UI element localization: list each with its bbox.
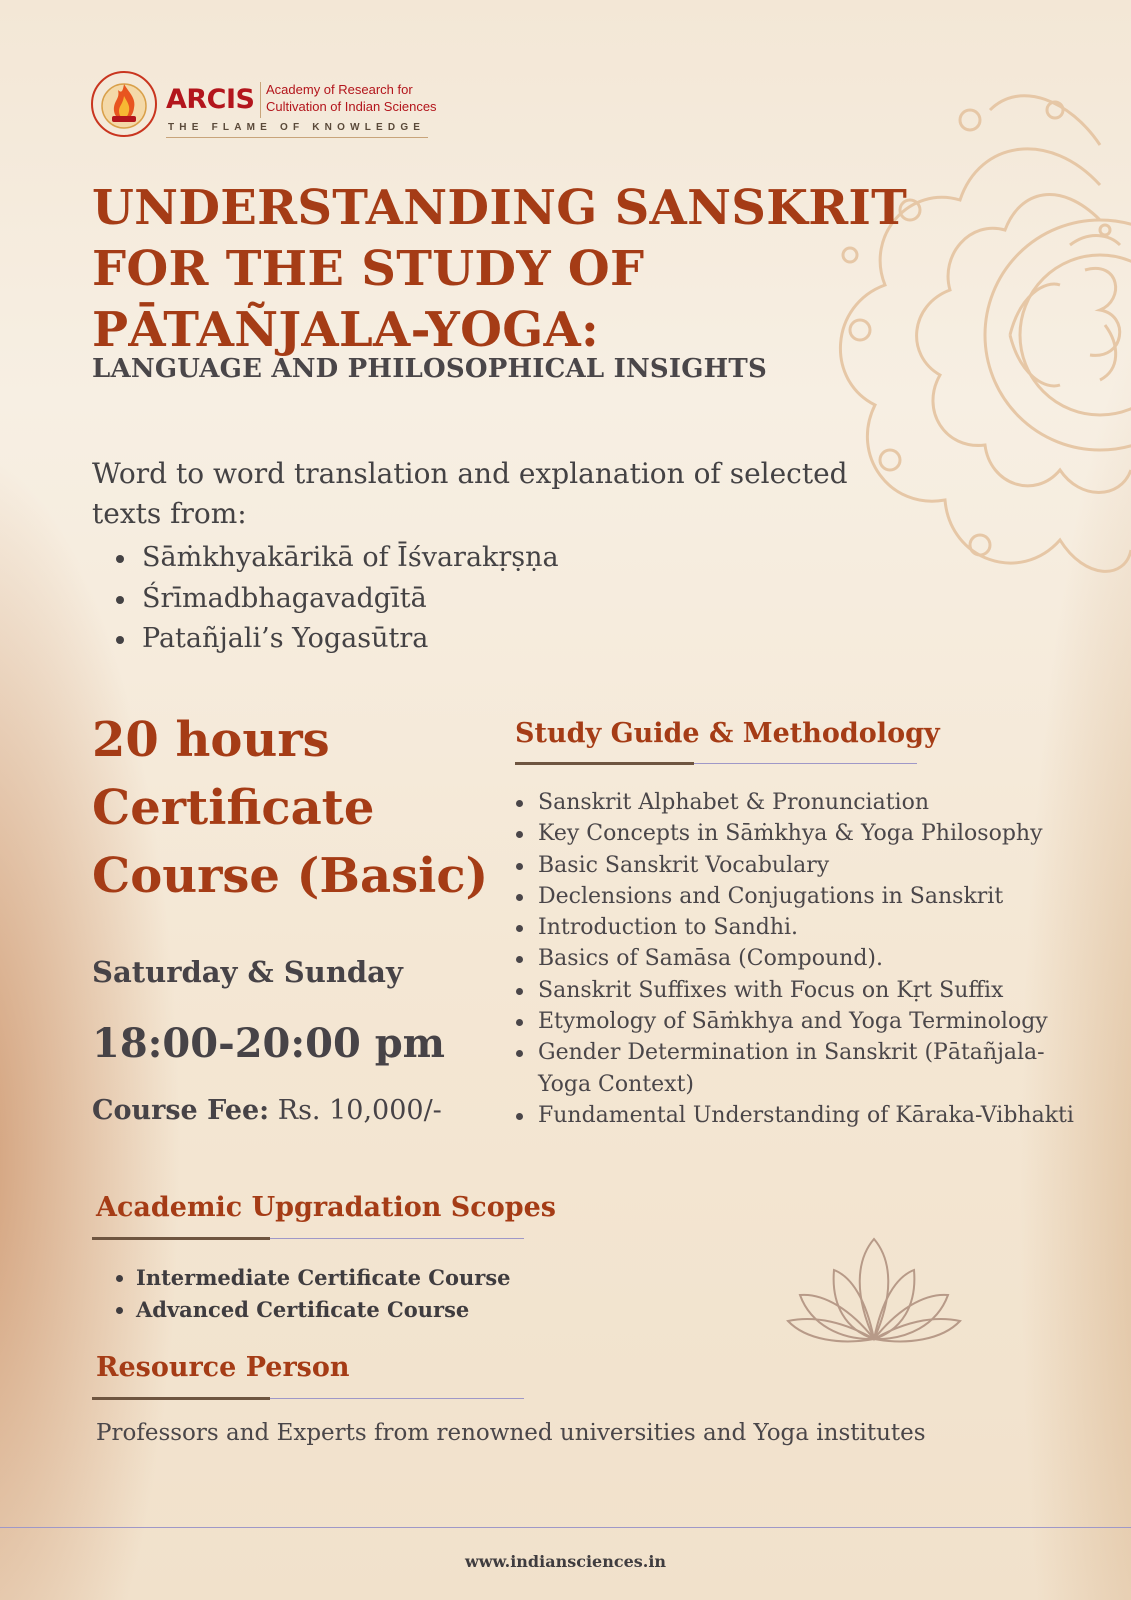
resource-heading: Resource Person	[96, 1352, 350, 1383]
list-item: Intermediate Certificate Course	[116, 1262, 511, 1294]
course-title	[92, 706, 488, 910]
upgradation-heading: Academic Upgradation Scopes	[96, 1192, 556, 1223]
resource-rule	[92, 1398, 524, 1399]
arcis-logo[interactable]	[90, 70, 450, 142]
page-title	[92, 178, 908, 361]
study-guide-rule	[515, 763, 917, 764]
resource-description: Professors and Experts from renowned universities and Yoga institutes	[96, 1420, 926, 1446]
list-item: Advanced Certificate Course	[116, 1294, 511, 1326]
list-item: Sanskrit Alphabet & Pronunciation	[514, 787, 1074, 818]
logo-divider	[260, 82, 261, 118]
list-item: Śrīmadbhagavadgītā	[116, 579, 559, 620]
title-line-1: UNDERSTANDING SANSKRIT	[92, 180, 908, 236]
list-item: Patañjali’s Yogasūtra	[116, 619, 559, 660]
upgradation-list	[116, 1262, 511, 1325]
page-subtitle: LANGUAGE AND PHILOSOPHICAL INSIGHTS	[92, 354, 767, 384]
flame-emblem-icon	[90, 70, 158, 138]
list-item: Declensions and Conjugations in Sanskrit	[514, 881, 1074, 912]
fee-value: Rs. 10,000/-	[269, 1095, 442, 1126]
course-time: 18:00-20:00 pm	[92, 1020, 446, 1067]
course-line-2: Certificate	[92, 780, 375, 836]
footer-divider	[0, 1527, 1131, 1528]
course-days: Saturday & Sunday	[92, 955, 403, 989]
list-item: Sāṁkhyakārikā of Īśvarakṛṣṇa	[116, 538, 559, 579]
course-line-3: Course (Basic)	[92, 848, 489, 904]
texts-list	[116, 538, 559, 660]
list-item: Etymology of Sāṁkhya and Yoga Terminology	[514, 1006, 1074, 1037]
logo-underline	[166, 137, 428, 138]
study-guide-list	[514, 787, 1074, 1131]
logo-line-2: Cultivation of Indian Sciences	[266, 99, 437, 114]
fee-label: Course Fee:	[92, 1095, 270, 1126]
title-line-3: PĀTAÑJALA-YOGA:	[92, 302, 600, 358]
logo-line-1: Academy of Research for	[266, 82, 413, 97]
list-item: Basic Sanskrit Vocabulary	[514, 850, 1074, 881]
intro-text: Word to word translation and explanation of selected texts from:	[92, 457, 848, 530]
logo-brand: ARCIS	[166, 84, 255, 115]
list-item: Sanskrit Suffixes with Focus on Kṛt Suffix	[514, 975, 1074, 1006]
list-item: Fundamental Understanding of Kāraka-Vibhakti	[514, 1100, 1074, 1131]
title-line-2: FOR THE STUDY OF	[92, 241, 645, 297]
course-line-1: 20 hours	[92, 712, 330, 768]
upgradation-rule	[92, 1238, 524, 1239]
website-link[interactable]: www.indiansciences.in	[464, 1552, 667, 1571]
list-item: Introduction to Sandhi.	[514, 912, 1074, 943]
study-guide-heading: Study Guide & Methodology	[515, 718, 940, 749]
lotus-icon	[786, 1235, 962, 1343]
logo-tagline: THE FLAME OF KNOWLEDGE	[168, 122, 426, 133]
om-mandala-icon	[820, 70, 1131, 610]
list-item: Gender Determination in Sanskrit (Pātañjala-Yoga Context)	[514, 1037, 1074, 1100]
course-fee	[92, 1095, 442, 1126]
list-item: Key Concepts in Sāṁkhya & Yoga Philosophy	[514, 818, 1074, 849]
list-item: Basics of Samāsa (Compound).	[514, 943, 1074, 974]
